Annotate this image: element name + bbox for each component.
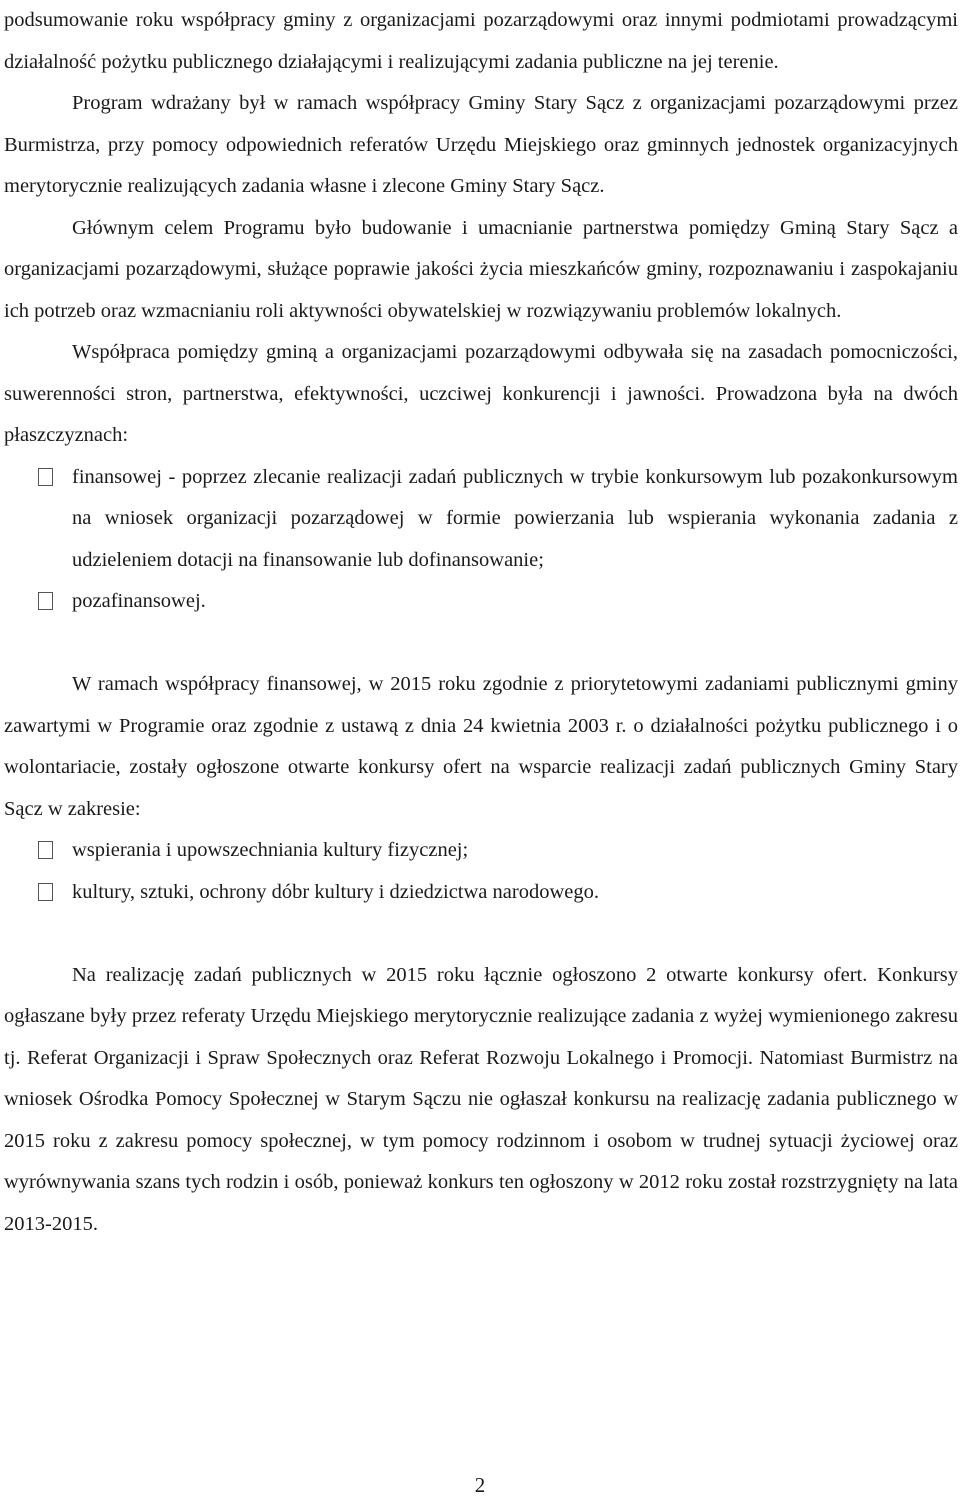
contests-paragraph: Na realizację zadań publicznych w 2015 roku łącznie ogłoszono 2 otwarte konkursy ofert. Konkursy ogłaszane były przez referaty Urzędu Miejskiego merytorycznie realizujące zadania z wyżej wymienionego zakresu tj. Referat Organizacji i Spraw Społecznych oraz Referat Rozwoju Lokalnego i Promocji. Natomiast Burmistrz na wniosek Ośrodka Pomocy Społecznej w Starym Sączu nie ogłaszał konkursu na realizację zadania publicznego w 2015 roku z zakresu pomocy społecznej, w tym pomocy rodzinnom i osobom w trudnej sytuacji życiowej oraz wyrównywania szans tych rodzin i osób, ponieważ konkurs ten ogłoszony w 2012 roku został rozstrzygnięty na lata 2013-2015. (4, 963, 958, 1235)
document-body (4, 0, 958, 1245)
program-paragraph: Program wdrażany był w ramach współpracy Gminy Stary Sącz z organizacjami pozarządowymi przez Burmistrza, przy pomocy odpowiednich referatów Urzędu Miejskiego oraz gminnych jednostek organizacyjnych merytorycznie realizujących zadania własne i zlecone Gminy Stary Sącz. (4, 92, 958, 197)
spacer (4, 623, 958, 665)
bullet-box-icon (38, 468, 53, 486)
list-item-text: wspierania i upowszechniania kultury fizycznej; (72, 839, 469, 861)
spacer (4, 913, 958, 955)
list-item (4, 457, 958, 582)
intro-paragraph: podsumowanie roku współpracy gminy z organizacjami pozarządowymi oraz innymi podmiotami prowadzącymi działalność pożytku publicznego działającymi i realizującymi zadania publiczne na jej terenie. (4, 9, 958, 73)
list-item (4, 872, 958, 914)
goal-paragraph: Głównym celem Programu było budowanie i umacnianie partnerstwa pomiędzy Gminą Stary Sącz a organizacjami pozarządowymi, służące poprawie jakości życia mieszkańców gminy, rozpoznawaniu i zaspokajaniu ich potrzeb oraz wzmacnianiu roli aktywności obywatelskiej w rozwiązywaniu problemów lokalnych. (4, 216, 958, 322)
scope-list (4, 830, 958, 913)
list-item (4, 830, 958, 872)
bullet-box-icon (38, 841, 53, 859)
list-item-text: finansowej - poprzez zlecanie realizacji zadań publicznych w trybie konkursowym lub pozakonkursowym na wniosek organizacji pozarządowej w formie powierzania lub wspierania wykonania zadania z udzieleniem dotacji na finansowanie lub dofinansowanie; (72, 465, 958, 571)
page-number: 2 (474, 1473, 486, 1497)
planes-list (4, 457, 958, 623)
financial-paragraph: W ramach współpracy finansowej, w 2015 roku zgodnie z priorytetowymi zadaniami publicznymi gminy zawartymi w Programie oraz zgodnie z ustawą z dnia 24 kwietnia 2003 r. o działalności pożytku publicznego i o wolontariacie, zostały ogłoszone otwarte konkursy ofert na wsparcie realizacji zadań publicznych Gminy Stary Sącz w zakresie: (4, 673, 958, 820)
list-item-text: kultury, sztuki, ochrony dóbr kultury i dziedzictwa narodowego. (72, 880, 599, 903)
cooperation-paragraph: Współpraca pomiędzy gminą a organizacjami pozarządowymi odbywała się na zasadach pomocniczości, suwerenności stron, partnerstwa, efektywności, uczciwej konkurencji i jawności. Prowadzona była na dwóch płaszczyznach: (4, 341, 958, 446)
list-item (4, 581, 958, 623)
list-item-text: pozafinansowej. (72, 590, 206, 612)
bullet-box-icon (38, 883, 53, 901)
bullet-box-icon (38, 592, 53, 610)
